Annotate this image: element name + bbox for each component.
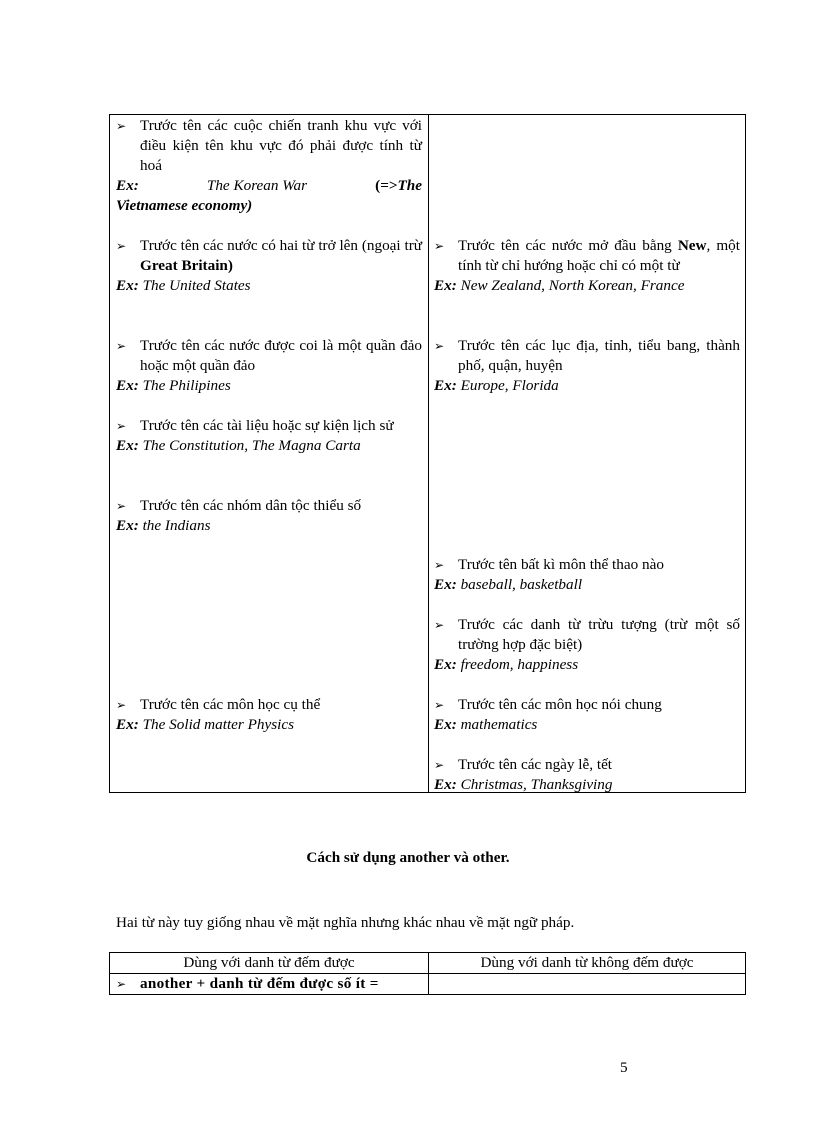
arrow-bullet-icon: ➢: [434, 618, 445, 632]
example-line: Ex: The Korean War (=> The: [116, 177, 422, 194]
left-item-regional-wars: [116, 116, 422, 216]
example-line-continued: Vietnamese economy): [116, 197, 253, 214]
arrow-bullet-icon: ➢: [434, 239, 445, 253]
example-line: Ex: freedom, happiness: [434, 656, 579, 673]
example-line: Ex: Christmas, Thanksgiving: [434, 776, 613, 793]
example-line: Ex: The Constitution, The Magna Carta: [116, 437, 361, 454]
right-item-sports: ➢ Trước tên bất kì môn thể thao nào Ex: baseball, basketball: [434, 555, 740, 595]
section-heading: Cách sử dụng another và other.: [306, 849, 510, 866]
table-header-uncountable: Dùng với danh từ không đếm được: [480, 954, 694, 971]
left-item-historic-documents: ➢ Trước tên các tài liệu hoặc sự kiện lịch sử Ex: The Constitution, The Magna Carta: [116, 416, 422, 456]
table-header-countable: Dùng với danh từ đếm được: [183, 954, 355, 971]
arrow-bullet-icon: ➢: [434, 758, 445, 772]
example-line: Ex: The United States: [116, 277, 251, 294]
arrow-bullet-icon: ➢: [116, 419, 127, 433]
arrow-bullet-icon: ➢: [116, 698, 127, 712]
page-number: 5: [620, 1059, 628, 1076]
arrow-bullet-icon: ➢: [116, 119, 127, 133]
example-line: Ex: the Indians: [116, 517, 211, 534]
right-item-continents: ➢ Trước tên các lục địa, tỉnh, tiểu bang, thành phố, quận, huyện Ex: Europe, Florida: [434, 337, 740, 394]
right-item-general-subjects: ➢ Trước tên các môn học nói chung Ex: mathematics: [434, 695, 740, 735]
left-item-specific-subjects: ➢ Trước tên các môn học cụ thể Ex: The Solid matter Physics: [116, 695, 422, 735]
example-line: Ex: The Philipines: [116, 377, 231, 394]
left-item-multiword-countries: ➢ Trước tên các nước có hai từ trở lên (ngoại trừ Great Britain) Ex: The United States: [116, 237, 422, 294]
arrow-bullet-icon: ➢: [116, 977, 127, 991]
example-line: Ex: The Solid matter Physics: [116, 716, 295, 733]
rule-text: Trước tên các cuộc chiến tranh khu vực với điều kiện tên khu vực đó phải được tính từ hoá: [140, 117, 422, 174]
intro-paragraph: Hai từ này tuy giống nhau về mặt nghĩa nhưng khác nhau về mặt ngữ pháp.: [116, 914, 575, 931]
left-item-archipelagos: ➢ Trước tên các nước được coi là một quần đảo hoặc một quần đảo Ex: The Philipines: [116, 337, 422, 394]
example-line: Ex: Europe, Florida: [434, 377, 559, 394]
right-item-new-countries: ➢ Trước tên các nước mở đầu bằng New, một tính từ chỉ hướng hoặc chỉ có một từ Ex: New Zealand, North Korean, France: [434, 237, 740, 294]
right-item-abstract-nouns: ➢ Trước các danh từ trừu tượng (trừ một số trường hợp đặc biệt) Ex: freedom, happiness: [434, 616, 740, 673]
another-other-table: [109, 952, 746, 995]
arrow-bullet-icon: ➢: [434, 558, 445, 572]
right-item-holidays: ➢ Trước tên các ngày lễ, tết Ex: Christmas, Thanksgiving: [434, 755, 740, 795]
arrow-bullet-icon: ➢: [434, 339, 445, 353]
example-line: Ex: New Zealand, North Korean, France: [434, 277, 685, 294]
arrow-bullet-icon: ➢: [116, 339, 127, 353]
arrow-bullet-icon: ➢: [434, 698, 445, 712]
table-column-divider: [428, 115, 429, 792]
arrow-bullet-icon: ➢: [116, 239, 127, 253]
example-line: Ex: mathematics: [434, 716, 538, 733]
table-cell-another: ➢ another + danh từ đếm được số ít =: [116, 975, 379, 992]
left-item-ethnic-groups: ➢ Trước tên các nhóm dân tộc thiểu số Ex: the Indians: [116, 496, 422, 536]
arrow-bullet-icon: ➢: [116, 499, 127, 513]
example-line: Ex: baseball, basketball: [434, 576, 583, 593]
